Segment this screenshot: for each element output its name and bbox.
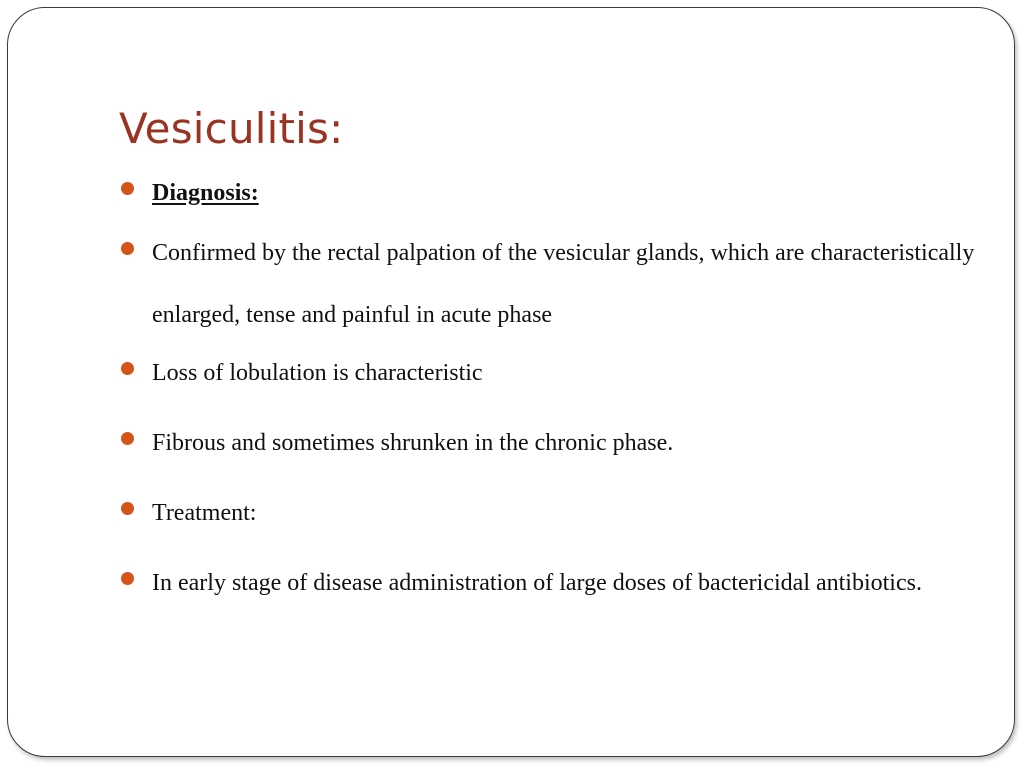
bullet-dot-icon [121, 182, 134, 195]
bullet-item-diagnosis [121, 174, 981, 212]
bullet-item-treatment [121, 494, 981, 532]
bullet-text: Confirmed by the rectal palpation of the vesicular glands, which are characteristically enlarged, tense and painful in acute phase [152, 240, 975, 328]
bullet-text: Fibrous and sometimes shrunken in the chronic phase. [152, 430, 674, 456]
bullet-dot-icon [121, 362, 134, 375]
slide-title: Vesiculitis: [119, 104, 344, 153]
bullet-item-early-stage [121, 552, 981, 614]
bullet-list [121, 174, 981, 622]
bullet-text: In early stage of disease administration of large doses of bactericidal antibiotics. [152, 570, 922, 596]
bullet-text: Loss of lobulation is characteristic [152, 360, 483, 386]
bullet-text: Diagnosis: [152, 180, 259, 206]
bullet-item-confirmed [121, 222, 981, 346]
bullet-text: Treatment: [152, 500, 257, 526]
bullet-item-lobulation [121, 354, 981, 392]
bullet-item-fibrous [121, 424, 981, 462]
bullet-dot-icon [121, 572, 134, 585]
bullet-dot-icon [121, 502, 134, 515]
slide-frame [7, 7, 1015, 757]
bullet-dot-icon [121, 432, 134, 445]
bullet-dot-icon [121, 242, 134, 255]
